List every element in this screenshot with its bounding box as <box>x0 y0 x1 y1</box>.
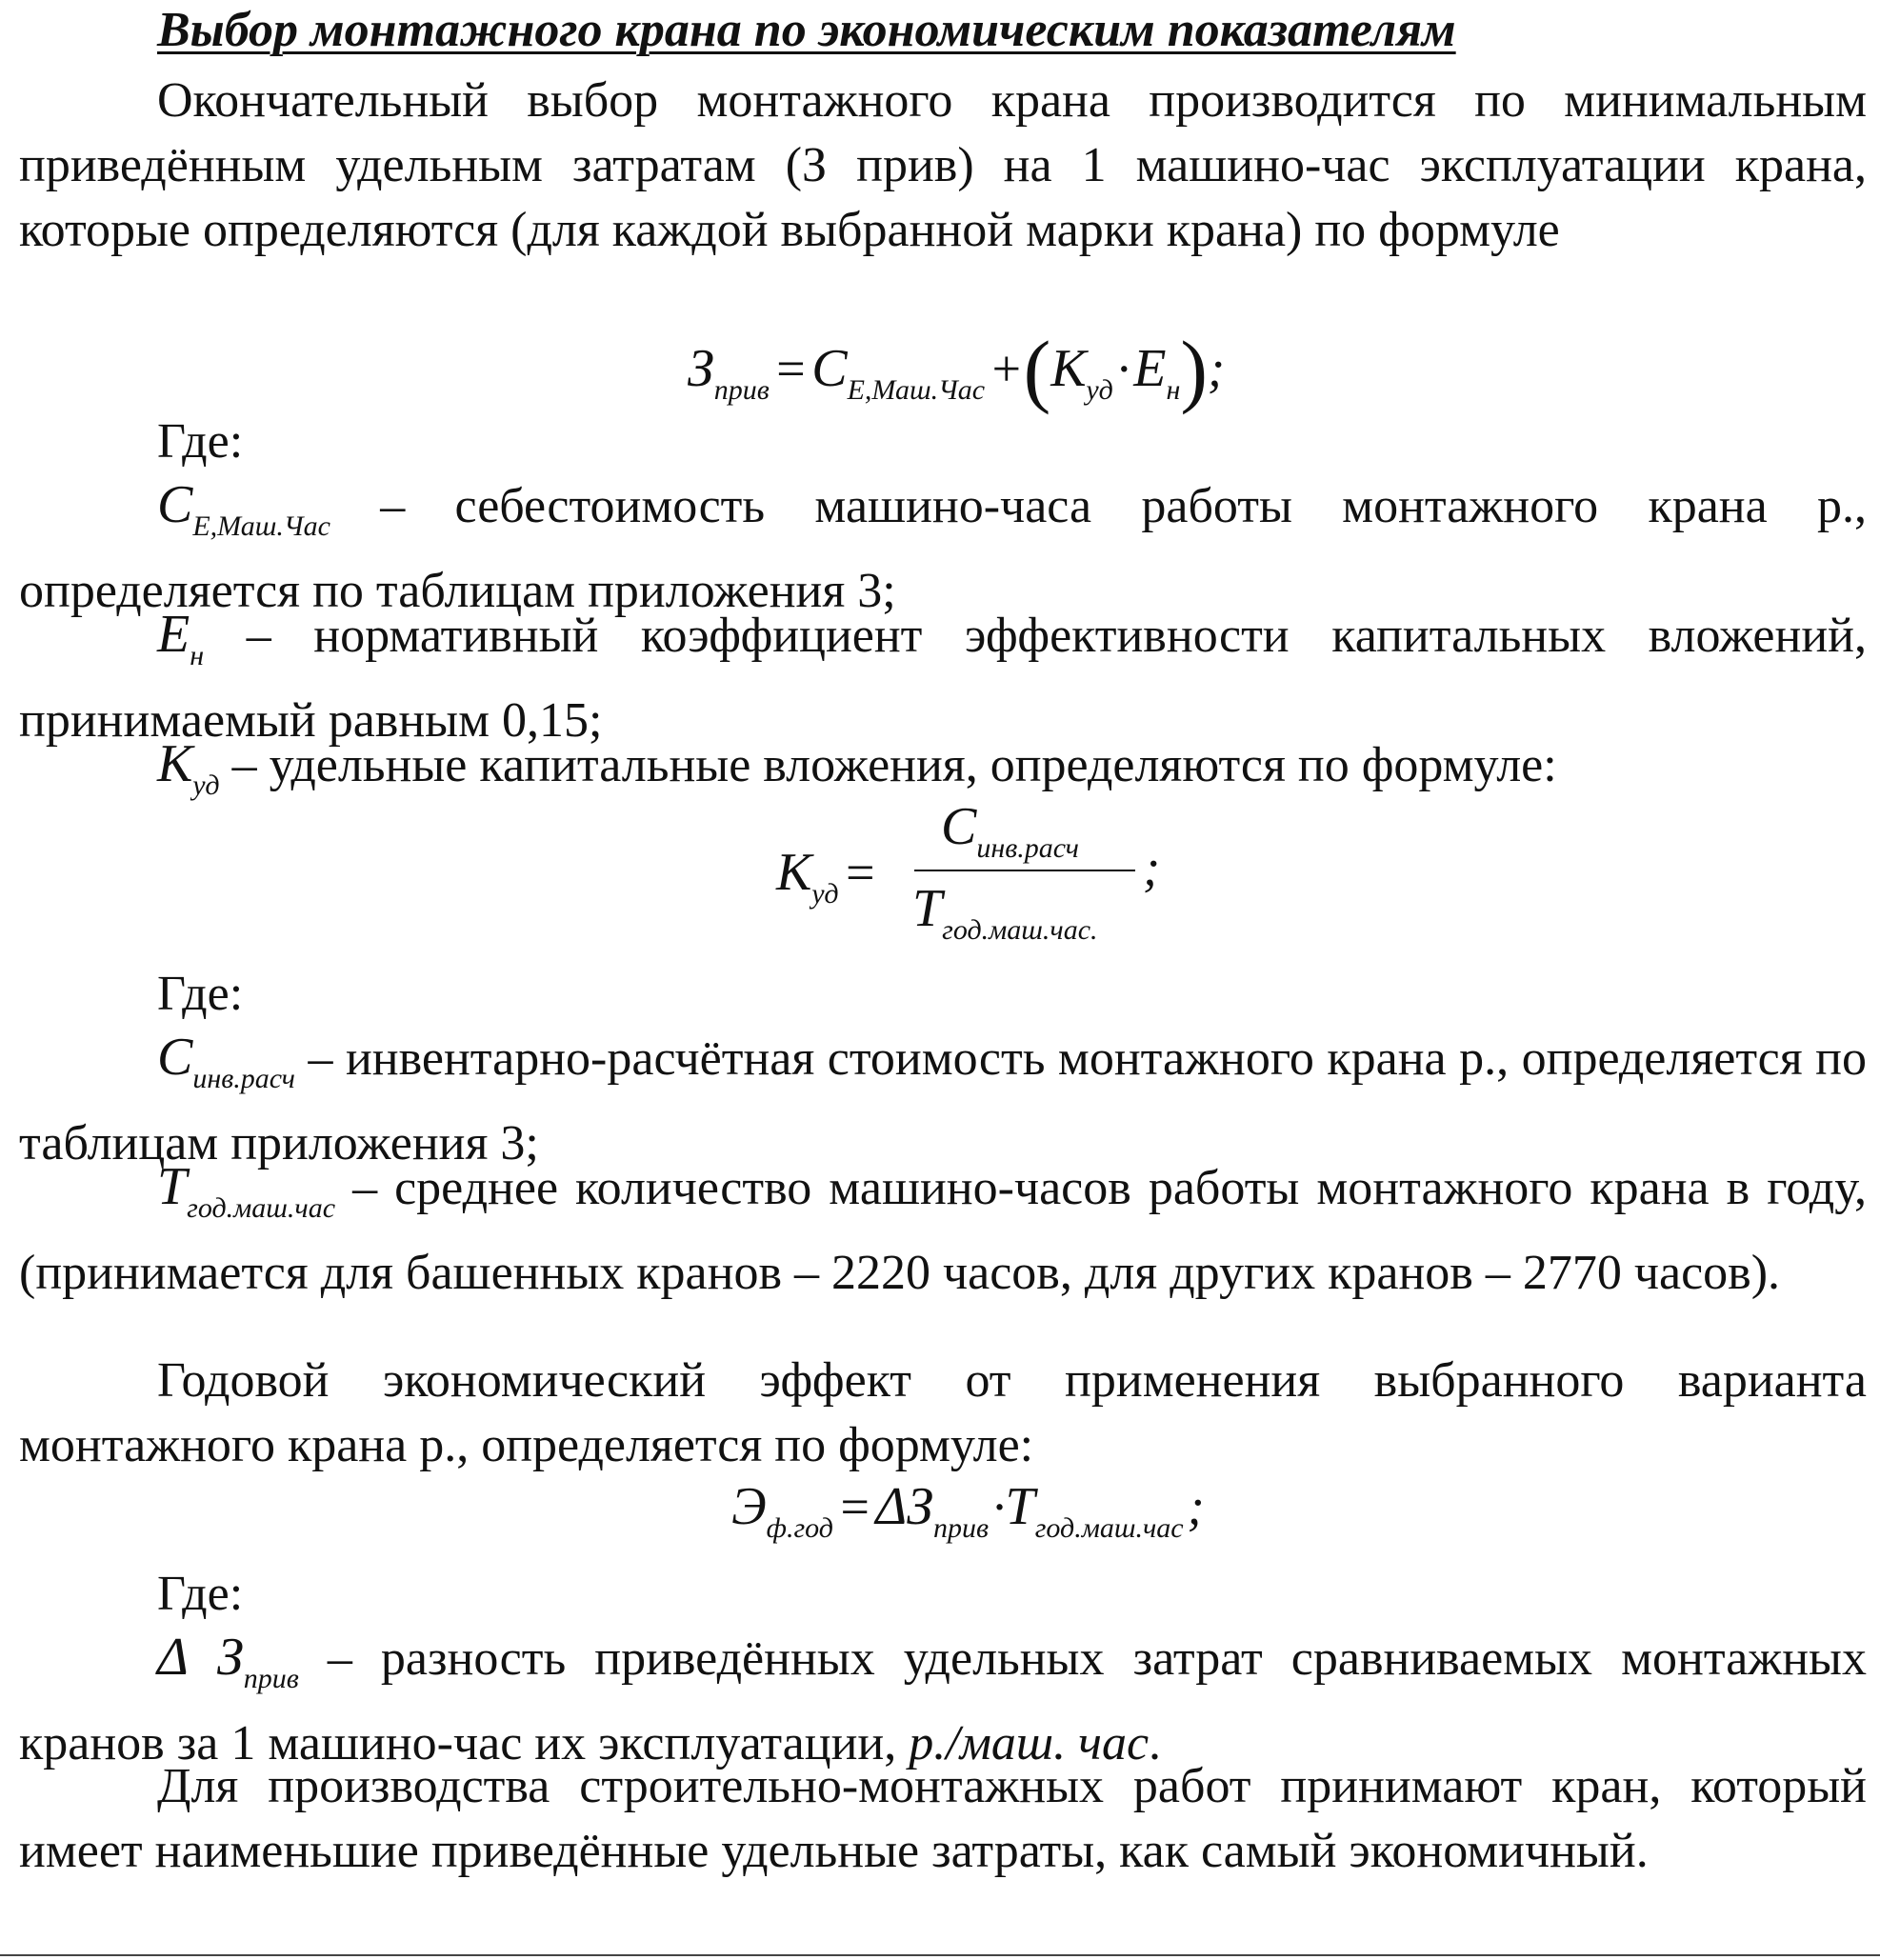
formula-subscript: инв.расч <box>976 832 1079 864</box>
where-label: Где: <box>157 414 244 469</box>
formula-total-cost <box>688 322 1225 417</box>
def-annual-hours <box>19 1154 1867 1306</box>
formula-annual-effect <box>731 1476 1205 1545</box>
formula-symbol: З <box>688 339 714 398</box>
formula-subscript: год.маш.час <box>1034 1512 1184 1544</box>
where-label: Где: <box>157 1567 244 1621</box>
def-subscript: уд <box>192 770 220 801</box>
formula-operator: + <box>989 340 1024 397</box>
def-subscript: год.маш.час <box>187 1192 336 1224</box>
formula-subscript: Е,Маш.Час <box>847 374 986 406</box>
formula-subscript: уд <box>1086 374 1113 406</box>
formula-operator: · <box>1116 340 1130 397</box>
formula-subscript: прив <box>933 1512 990 1544</box>
formula-symbol: C <box>811 339 848 398</box>
formula-symbol: Е <box>1133 339 1167 398</box>
def-text: – разность приведённых удельных затрат сравниваемых монтажных кранов за 1 машино-час их эксплуатации, <box>19 1631 1867 1770</box>
def-symbol: Е <box>157 605 190 664</box>
formula-symbol: Т <box>912 879 943 938</box>
def-text: – инвентарно-расчётная стоимость монтажного крана р., определяется по таблицам приложения 3; <box>19 1031 1867 1170</box>
formula-operator: = <box>772 340 809 397</box>
conclusion-paragraph: Для производства строительно-монтажных работ принимают кран, который имеет наименьшие приведённые удельные затраты, как самый экономичный. <box>19 1759 1867 1878</box>
formula-subscript: н <box>1166 374 1181 406</box>
def-symbol: К <box>157 734 193 793</box>
def-symbol: С <box>157 1028 193 1087</box>
def-text: – удельные капитальные вложения, определяются по формуле: <box>219 738 1557 792</box>
bottom-rule <box>0 1954 1880 1956</box>
def-symbol: Т <box>157 1157 188 1216</box>
formula-punct: ; <box>1187 1478 1205 1535</box>
formula-paren: ) <box>1180 324 1209 415</box>
formula-symbol: ΔЗ <box>875 1477 934 1536</box>
def-subscript: прив <box>243 1663 299 1694</box>
formula-subscript: уд <box>811 878 839 910</box>
formula-subscript: год.маш.час. <box>942 914 1098 946</box>
formula-denominator <box>912 878 1098 947</box>
def-subscript: н <box>190 640 205 671</box>
def-unit: р./маш. час <box>909 1716 1150 1770</box>
def-subscript: инв.расч <box>192 1063 295 1094</box>
formula-subscript: прив <box>713 374 770 406</box>
formula-paren: ( <box>1023 324 1051 415</box>
annual-effect-paragraph: Годовой экономический эффект от применения выбранного варианта монтажного крана р., определяется по формуле: <box>19 1353 1867 1472</box>
def-punct: . <box>1149 1716 1162 1770</box>
formula-symbol: К <box>1050 339 1087 398</box>
where-label: Где: <box>157 967 244 1021</box>
def-text: – себестоимость машино-часа работы монтажного крана р., определяется по таблицам приложения 3; <box>19 479 1867 618</box>
section-title: Выбор монтажного крана по экономическим показателям <box>157 3 1456 57</box>
def-symbol: Δ З <box>157 1628 244 1687</box>
formula-numerator <box>941 796 1079 865</box>
formula-operator: = <box>836 1478 872 1535</box>
formula-symbol: С <box>941 797 977 856</box>
formula-operator: · <box>992 1478 1006 1535</box>
def-symbol: С <box>157 475 193 534</box>
formula-symbol: К <box>776 843 812 902</box>
formula-symbol: Т <box>1005 1477 1035 1536</box>
intro-paragraph: Окончательный выбор монтажного крана производится по минимальным приведённым удельным затратам (З прив) на 1 машино-час эксплуатации крана, которые определяются (для каждой выбранной марки крана) по формуле <box>19 73 1867 257</box>
def-text: – нормативный коэффициент эффективности капитальных вложений, принимаемый равным 0,15; <box>19 609 1867 748</box>
formula-symbol: Э <box>731 1477 767 1536</box>
formula-specific-investment <box>776 842 877 910</box>
formula-subscript: ф.год <box>766 1512 833 1544</box>
formula-punct: ; <box>1143 839 1160 896</box>
formula-operator: = <box>842 844 878 901</box>
def-text: – среднее количество машино-часов работы монтажного крана в году, (принимается для башенных кранов – 2220 часов, для других кранов – 2770 часов). <box>19 1161 1867 1300</box>
def-subscript: Е,Маш.Час <box>192 510 330 542</box>
fraction-bar <box>914 870 1135 871</box>
formula-punct: ; <box>1208 340 1226 397</box>
